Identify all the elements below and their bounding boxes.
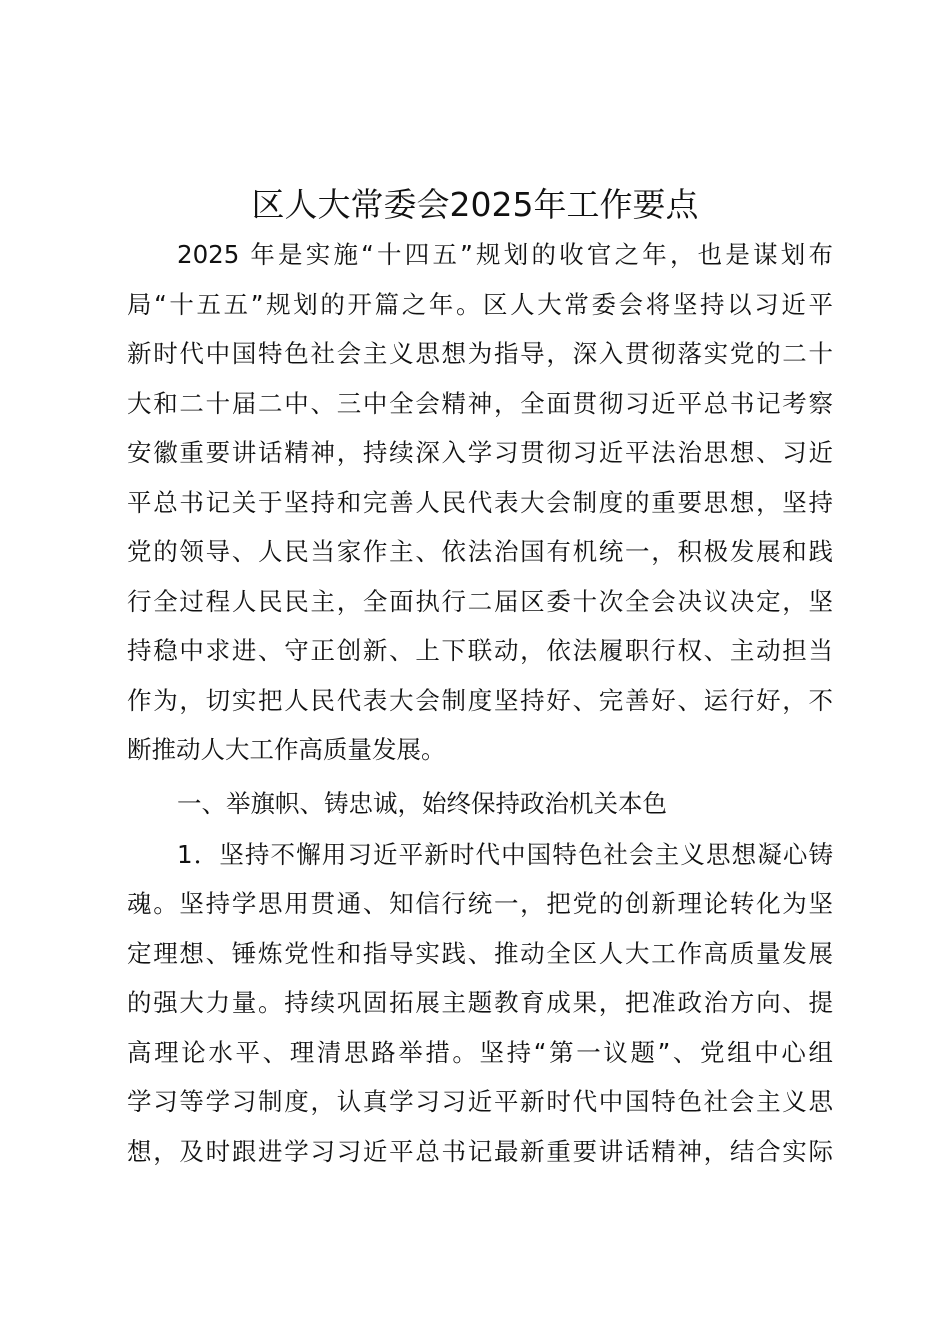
paragraph-line: 的强大力量。持续巩固拓展主题教育成果，把准政治方向、提 — [127, 988, 833, 1017]
paragraph-line: 平总书记关于坚持和完善人民代表大会制度的重要思想，坚持 — [127, 487, 833, 517]
paragraph-line: 安徽重要讲话精神，持续深入学习贯彻习近平法治思想、习近 — [127, 438, 833, 467]
paragraph-line: 新时代中国特色社会主义思想为指导，深入贯彻落实党的二十 — [127, 339, 833, 368]
paragraph-line: 党的领导、人民当家作主、依法治国有机统一，积极发展和践 — [127, 537, 833, 566]
paragraph-line: 断推动人大工作高质量发展。 — [127, 735, 446, 764]
paragraph-line: 作为，切实把人民代表大会制度坚持好、完善好、运行好，不 — [127, 685, 833, 715]
paragraph-line: 持稳中求进、守正创新、上下联动，依法履职行权、主动担当 — [127, 636, 833, 665]
document-title: 区人大常委会2025年工作要点 — [251, 185, 699, 224]
paragraph-line: 大和二十届二中、三中全会精神，全面贯彻习近平总书记考察 — [127, 388, 833, 418]
paragraph-line: 想，及时跟进学习习近平总书记最新重要讲话精神，结合实际 — [127, 1136, 833, 1166]
paragraph-line: 局“十五五”规划的开篇之年。区人大常委会将坚持以习近平 — [127, 289, 833, 319]
paragraph-line: 2025 年是实施“十四五”规划的收官之年，也是谋划布 — [177, 240, 833, 269]
paragraph-line: 行全过程人民民主，全面执行二届区委十次全会决议决定，坚 — [127, 586, 833, 616]
intro-paragraph — [127, 230, 833, 1176]
paragraph-line: 定理想、锤炼党性和指导实践、推动全区人大工作高质量发展 — [127, 938, 833, 968]
paragraph-line: 魂。坚持学思用贯通、知信行统一，把党的创新理论转化为坚 — [127, 889, 833, 918]
paragraph-line: 1．坚持不懈用习近平新时代中国特色社会主义思想凝心铸 — [177, 839, 833, 869]
paragraph-line: 高理论水平、理清思路举措。坚持“第一议题”、党组中心组 — [127, 1037, 833, 1067]
section-heading: 一、举旗帜、铸忠诚，始终保持政治机关本色 — [177, 788, 667, 818]
paragraph-line: 学习等学习制度，认真学习习近平新时代中国特色社会主义思 — [127, 1087, 833, 1116]
